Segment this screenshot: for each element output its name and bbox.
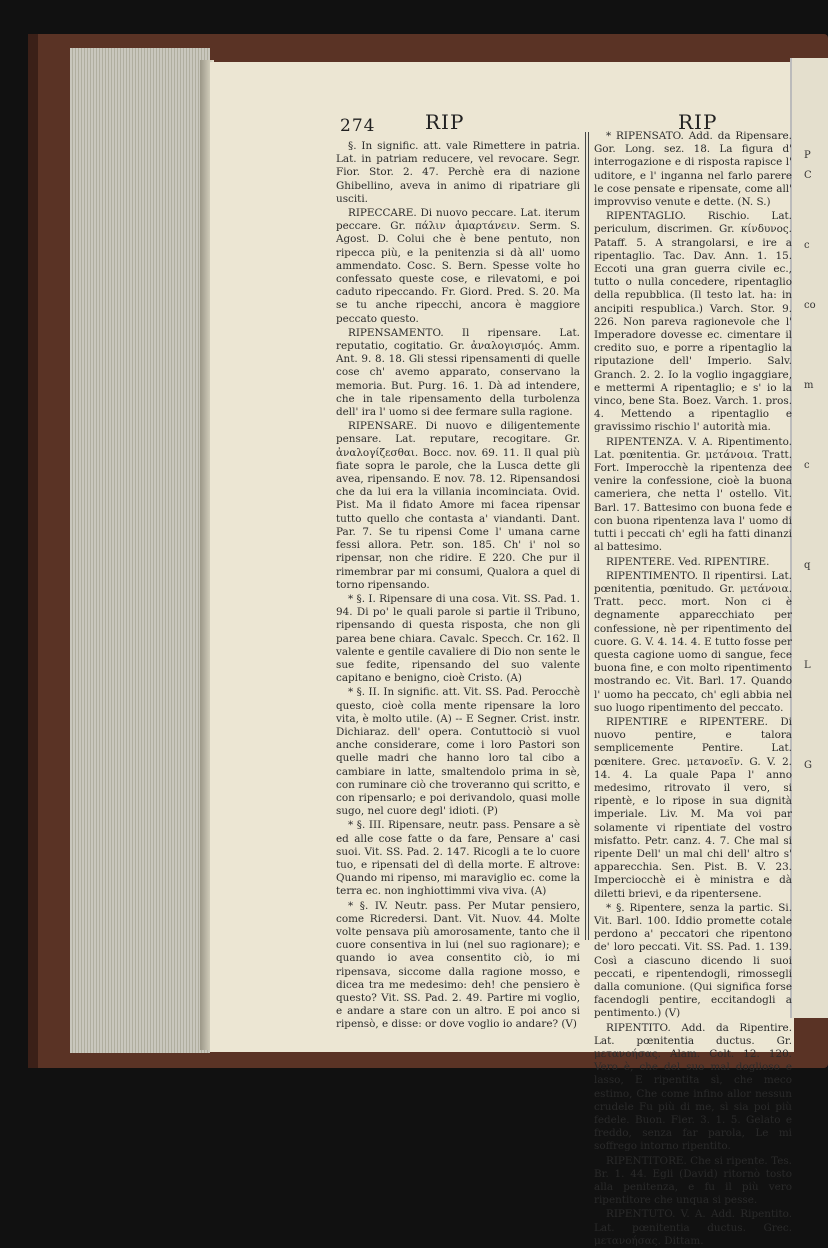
dictionary-entry: * §. III. Ripensare, neutr. pass. Pensare a sè ed alle cose fatte o da fare, Pensare a' casi suoi. Vit. SS. Pad. 2. 147. Ricogli a te lo cuore tuo, e ripensati del dì della morte. E altrove: Quando mi ripenso, mi maraviglio ec. come la terra ec. non inghiottimmi viva viva. (A): [336, 819, 580, 898]
page-number: 274: [340, 116, 376, 136]
left-column: [336, 140, 580, 1031]
next-page-fragment: G: [804, 760, 812, 771]
dictionary-entry: RIPENTAGLIO. Rischio. Lat. periculum, discrimen. Gr. κίνδυνος. Pataff. 5. A strangolarsi, e ire a ripentaglio. Tac. Dav. Ann. 1. 15. Eccoti una gran guerra civile ec., tutto o nulla concedere, ripentaglio della repubblica. (Il testo lat. ha: in ancipiti respublica.) Varch. Stor. 9. 226. Non pareva ragionevole che l' Imperadore dovesse ec. cimentare il credito suo, e porre a ripentaglio la riputazione dell' Imperio. Salv. Granch. 2. 2. Io la voglio ingaggiare, e mettermi A ripentaglio; e s' io la vinco, bene Sta. Boez. Varch. 1. pros. 4. Mettendo a ripentaglio e gravissimo rischio l' autorità mia.: [594, 210, 792, 434]
dictionary-entry: RIPENTENZA. V. A. Ripentimento. Lat. pœnitentia. Gr. μετάνοια. Tratt. Fort. Imperocchè la ripentenza dee venire la confessione, cioè la buona cameriera, che netta l' ostello. Vit. Barl. 17. Battesimo con buona fede e con buona ripentenza lava l' uomo di tutti i peccati ch' egli ha fatti dinanzi al battesimo.: [594, 435, 792, 554]
dictionary-entry: * §. Ripentere, senza la partic. Si. Vit. Barl. 100. Iddio promette cotale perdono a' peccatori che ripentono de' loro peccati. Vit. SS. Pad. 1. 139. Così a ciascuno dicendo li suoi peccati, e ripentendogli, rimossegli dalla comunione. (Qui significa forse facendogli pentire, eccitandogli a pentimento.) (V): [594, 901, 792, 1020]
dictionary-entry: RIPENTITORE. Che si ripente. Tes. Br. 1. 44. Egli (David) ritornò tosto alla penitenza, e fu il più vero ripentitore che unqua si pesse.: [594, 1154, 792, 1207]
next-page-fragment: L: [804, 660, 811, 671]
page-edges-block: [70, 48, 210, 1053]
cover-edge: [28, 34, 38, 1068]
next-page-fragment: C: [804, 170, 812, 181]
dictionary-entry: * §. IV. Neutr. pass. Per Mutar pensiero, come Ricredersi. Dant. Vit. Nuov. 44. Molte volte pensava più amorosamente, tanto che il cuore consentiva in lui (nel suo ragionare); e quando io avea consentito ciò, io mi ripensava, siccome dalla ragione mosso, e dicea tra me medesimo: deh! che pensiero è questo? Vit. SS. Pad. 2. 49. Partire mi voglio, e andare a stare con un altro. E poi anco si ripensò, e disse: or dove voglio io andare? (V): [336, 899, 580, 1031]
next-page-fragment: co: [804, 300, 816, 311]
right-column: [594, 130, 792, 1247]
column-rule: [588, 132, 589, 940]
dictionary-entry: * §. II. In signific. att. Vit. SS. Pad. Perocchè questo, cioè colla mente ripensare la loro vita, è molto utile. (A) -- E Segner. Crist. instr. Dichiaraz. dell' opera. Contuttociò si vuol anche considerare, come i loro Pastori son quelle madri che hanno loro tal cibo a cambiare in latte, smaltendolo prima in sè, con ruminare ciò che troveranno qui scritto, e con ripensarlo; e poi derivandolo, quasi molle sugo, nel cuore degl' idioti. (P): [336, 686, 580, 818]
next-page-fragment: m: [804, 380, 814, 391]
dictionary-entry: * §. I. Ripensare di una cosa. Vit. SS. Pad. 1. 94. Di po' le quali parole si partie il Tribuno, ripensando di questa risposta, che non gli parea bene chiara. Cavalc. Specch. Cr. 162. Il valente e gentile cavaliere di Dio non sente le sue fedite, ripensando del suo valente capitano e benigno, cioè Cristo. (A): [336, 592, 580, 685]
right-running-head: RIP: [678, 110, 718, 134]
dictionary-entry: * RIPENSATO. Add. da Ripensare. Gor. Long. sez. 18. La figura d' interrogazione e di risposta rapisce l' uditore, e l' inganna nel farlo parere le cose pensate e ripensate, come all' improvviso venute e dette. (N. S.): [594, 130, 792, 209]
next-page-fragment: P: [804, 150, 811, 161]
next-page-fragment: c: [804, 460, 810, 471]
dictionary-entry: RIPENSARE. Di nuovo e diligentemente pensare. Lat. reputare, recogitare. Gr. ἀναλογίζεσθαι. Bocc. nov. 69. 11. Il qual più fiate sopra le parole, che la Lusca dette gli avea, ripensando. E nov. 78. 12. Ripensandosi che da lui era la villania incominciata. Ovid. Pist. Ma il fidato Amore mi facea ripensar tutto quello che contasta a' viandanti. Dant. Par. 7. Se tu ripensi Come l' umana carne fessi allora. Petr. son. 185. Ch' i' nol so ripensar, non che ridire. E 220. Che pur il rimembrar par mi consumi, Qualora a quel di torno ripensando.: [336, 420, 580, 591]
left-running-head: RIP: [425, 110, 465, 134]
dictionary-entry: RIPENTIRE e RIPENTERE. Di nuovo pentire, e talora semplicemente Pentire. Lat. pœnitere. Grec. μετανοεῖν. G. V. 2. 14. 4. La quale Papa l' anno medesimo, ritrovato il vero, si ripentè, e lo ripose in sua dignità imperiale. Liv. M. Ma voi par solamente vi ripentiate del vostro misfatto. Petr. canz. 4. 7. Che mal si ripente Dell' un mal chi dell' altro s' apparecchia. Sen. Pist. B. V. 23. Imperciocchè ei è ministra e dà diletti brievi, e da ripentersene.: [594, 715, 792, 900]
dictionary-entry: RIPENTIMENTO. Il ripentirsi. Lat. pœnitentia, pœnitudo. Gr. μετάνοια. Tratt. pecc. mort. Non ci è degnamente apparecchiato per confessione, nè per ripentimento del cuore. G. V. 4. 14. 4. E tutto fosse per questa cagione uomo di sangue, fece buona fine, e con molto ripentimento mostrando ec. Vit. Barl. 17. Quando l' uomo ha peccato, ch' egli abbia nel suo luogo ripentimento del peccato.: [594, 569, 792, 714]
dictionary-entry: RIPENTERE. Ved. RIPENTIRE.: [606, 555, 770, 568]
column-rule: [585, 132, 586, 940]
next-page-fragment: q: [804, 560, 811, 571]
dictionary-entry: RIPECCARE. Di nuovo peccare. Lat. iterum peccare. Gr. πάλιν ἁμαρτάνειν. Serm. S. Agost. D. Colui che è bene pentuto, non ripecca più, e la penitenzia si dà all' uomo ammendato. Cosc. S. Bern. Spesse volte ho confessato queste cose, e rilevatomi, e poi caduto ripeccando. Fr. Giord. Pred. S. 20. Ma se tu anche ripecchi, ancora è maggiore peccato questo.: [336, 207, 580, 325]
next-page-fragment: c: [804, 240, 810, 251]
next-page-sliver: [790, 58, 828, 1018]
dictionary-entry: §. In signific. att. vale Rimettere in patria. Lat. in patriam reducere, vel revocare. Segr. Fior. Stor. 2. 47. Perchè era di nazione Ghibellino, aveva in animo di ripatriare gli usciti.: [336, 140, 580, 205]
dictionary-entry: RIPENTITO. Add. da Ripentire. Lat. pœnitentia ductus. Gr. μετανοήσας. Alam. Colt. 12. 120. Vero è, che del suo mal doglioso e lasso, E ripentita sì, che meco estimo, Che come infino allor nessun crudele Fu più di me, sì sia poi più fedele. Buon. Fier. 3. 1. 5. Gelato e freddo, senza far parola, Le mi soffrego intorno ripentito.: [594, 1021, 792, 1153]
dictionary-entry: RIPENTUTO. V. A. Add. Ripentito. Lat. pœnitentia ductus. Grec. μετανοήσας. Dittam.: [594, 1208, 792, 1247]
dictionary-entry: RIPENSAMENTO. Il ripensare. Lat. reputatio, cogitatio. Gr. ἀναλογισμός. Amm. Ant. 9. 8. 18. Gli stessi ripensamenti di quelle cose ch' avemo apparato, conservano la memoria. But. Purg. 16. 1. Dà ad intendere, che in tale ripensamento della turbolenza dell' ira l' uomo si dee fermare sulla ragione.: [336, 326, 580, 419]
